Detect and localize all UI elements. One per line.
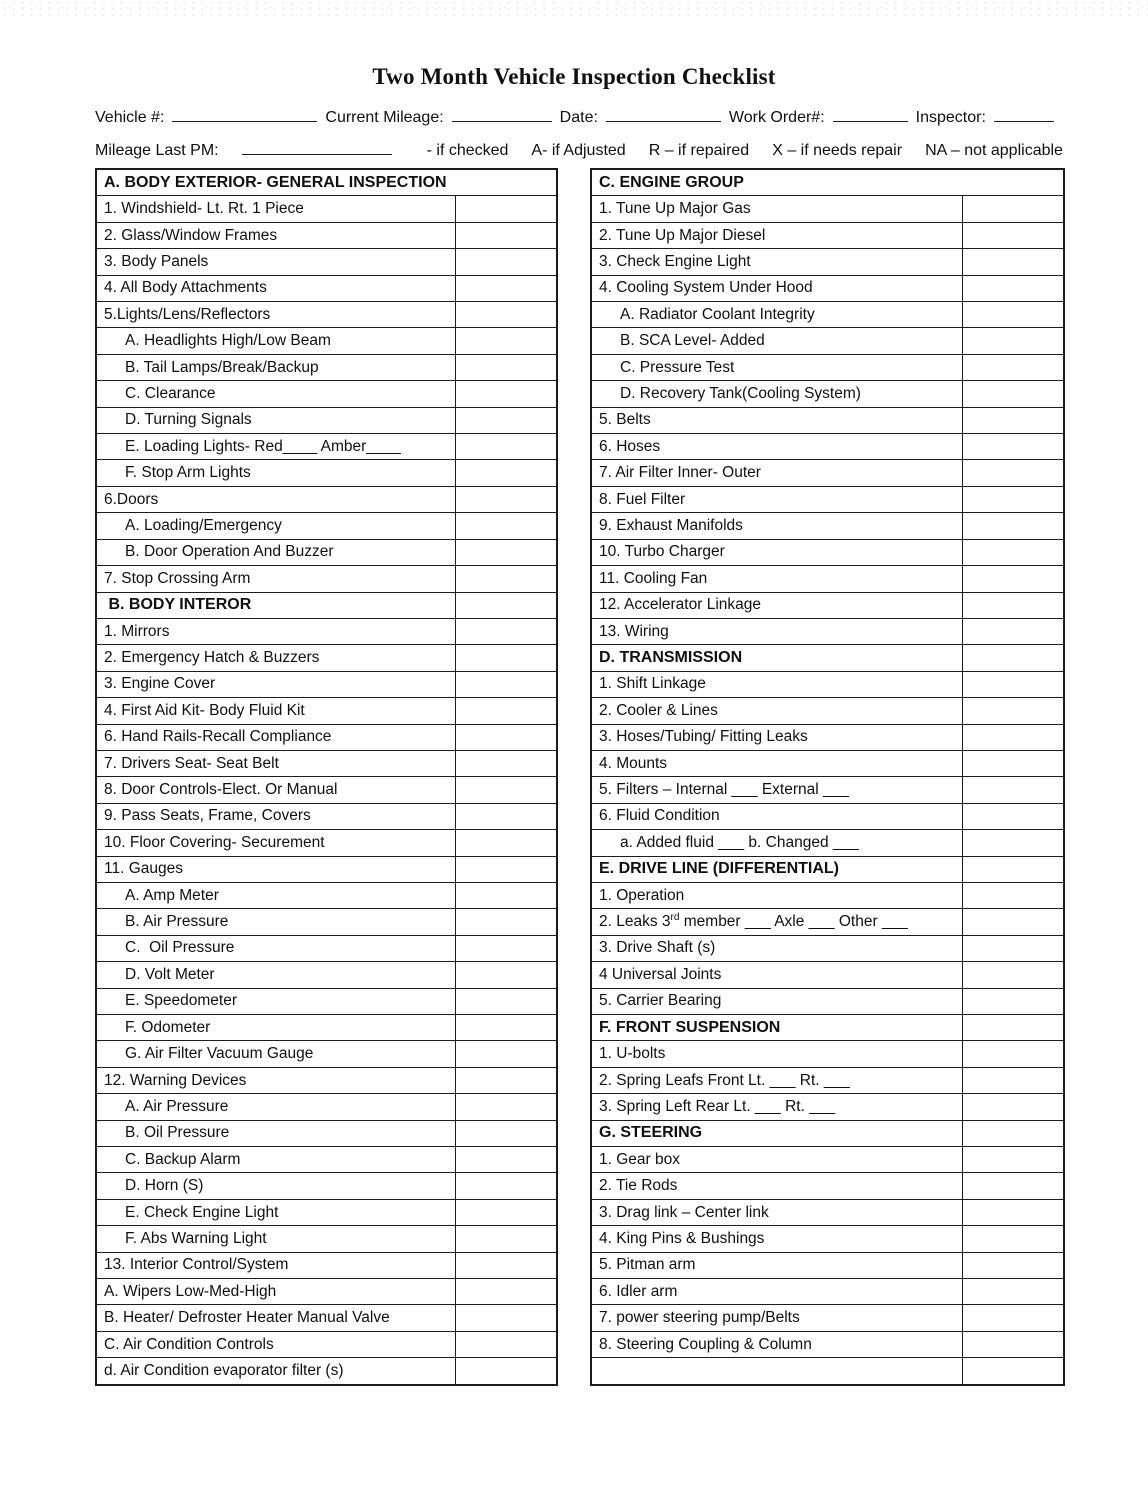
section-header-row <box>592 170 1063 195</box>
item-label: a. Added fluid ___ b. Changed ___ <box>620 833 859 851</box>
vehicle-number-blank <box>172 106 317 122</box>
item-label: E. Speedometer <box>125 992 238 1010</box>
status-cell <box>962 223 1063 248</box>
item-label: 7. Air Filter Inner- Outer <box>599 464 761 482</box>
checklist-row <box>97 776 556 802</box>
status-cell <box>455 804 556 829</box>
status-cell <box>962 1121 1063 1146</box>
checklist-row <box>592 1252 1063 1278</box>
checklist-row <box>592 380 1063 406</box>
page-title: Two Month Vehicle Inspection Checklist <box>372 64 776 89</box>
legend-item-not-applicable: NA – not applicable <box>925 142 1063 159</box>
mileage-last-pm-blank <box>242 139 392 155</box>
checklist-row <box>97 486 556 512</box>
item-label: D. Turning Signals <box>125 411 252 429</box>
checklist-row <box>592 222 1063 248</box>
checklist-row <box>97 1146 556 1172</box>
status-cell <box>455 223 556 248</box>
checklist-row <box>97 565 556 591</box>
item-label: E. Check Engine Light <box>125 1203 279 1221</box>
status-cell <box>455 672 556 697</box>
checklist-row <box>592 327 1063 353</box>
status-cell <box>962 487 1063 512</box>
item-label: 1. Operation <box>599 886 685 904</box>
checklist-row <box>97 1067 556 1093</box>
status-cell <box>455 962 556 987</box>
header-fields-line <box>95 106 1055 127</box>
item-label: C. ENGINE GROUP <box>599 173 744 191</box>
item-label: 12. Warning Devices <box>104 1071 247 1089</box>
status-cell <box>455 1279 556 1304</box>
item-label: C. Clearance <box>125 384 216 402</box>
section-header-row <box>592 1120 1063 1146</box>
item-label: F. Odometer <box>125 1018 211 1036</box>
status-cell <box>962 698 1063 723</box>
status-cell <box>962 751 1063 776</box>
checklist-row <box>592 882 1063 908</box>
status-cell <box>455 883 556 908</box>
checklist-row <box>592 750 1063 776</box>
status-cell <box>455 513 556 538</box>
status-cell <box>455 566 556 591</box>
checklist-row <box>97 961 556 987</box>
checklist-row <box>97 1014 556 1040</box>
status-cell <box>962 909 1063 934</box>
checklist-row <box>592 1278 1063 1304</box>
checklist-row <box>97 433 556 459</box>
status-cell <box>962 672 1063 697</box>
status-cell <box>962 1068 1063 1093</box>
item-label: 2. Emergency Hatch & Buzzers <box>104 649 320 667</box>
checklist-row <box>592 1146 1063 1172</box>
checklist-row <box>592 275 1063 301</box>
checklist-row <box>97 1278 556 1304</box>
checklist-row <box>592 433 1063 459</box>
item-label: C. Air Condition Controls <box>104 1335 274 1353</box>
item-label: 2. Glass/Window Frames <box>104 226 278 244</box>
item-label: B. Air Pressure <box>125 913 229 931</box>
checklist-row <box>97 935 556 961</box>
checklist-row <box>97 301 556 327</box>
item-label: 11. Gauges <box>104 860 183 878</box>
item-label: G. STEERING <box>599 1124 703 1142</box>
item-label: 5. Belts <box>599 411 651 429</box>
item-label: 1. Tune Up Major Gas <box>599 200 751 218</box>
status-cell <box>962 593 1063 618</box>
status-cell <box>962 355 1063 380</box>
item-label: 2. Leaks 3 $^{rd}$ member ___ Axle ___ Other ___ <box>599 912 908 931</box>
checklist-row <box>592 1331 1063 1357</box>
status-cell <box>962 408 1063 433</box>
checklist-row <box>97 1120 556 1146</box>
status-cell <box>455 1226 556 1251</box>
checklist-row <box>592 1067 1063 1093</box>
item-label: G. Air Filter Vacuum Gauge <box>125 1045 314 1063</box>
checklist-row <box>592 1304 1063 1330</box>
status-cell <box>962 857 1063 882</box>
item-label: 7. power steering pump/Belts <box>599 1309 800 1327</box>
legend-item-repaired: R – if repaired <box>648 142 750 159</box>
checklist-row <box>97 327 556 353</box>
status-cell <box>962 1279 1063 1304</box>
status-cell <box>962 302 1063 327</box>
item-label: 3. Hoses/Tubing/ Fitting Leaks <box>599 728 808 746</box>
status-cell <box>455 1094 556 1119</box>
item-label: C. Backup Alarm <box>125 1150 241 1168</box>
status-cell <box>962 725 1063 750</box>
item-label: 6. Hand Rails-Recall Compliance <box>104 728 332 746</box>
item-label: 7. Drivers Seat- Seat Belt <box>104 754 279 772</box>
status-cell <box>455 460 556 485</box>
checklist-row <box>97 222 556 248</box>
checklist-row <box>97 512 556 538</box>
status-cell <box>962 1253 1063 1278</box>
item-label: D. TRANSMISSION <box>599 649 743 667</box>
item-label: E. Loading Lights- Red____ Amber____ <box>125 437 401 455</box>
item-label: 11. Cooling Fan <box>599 569 708 587</box>
checklist-row <box>97 1172 556 1198</box>
status-cell <box>455 1173 556 1198</box>
checklist-row <box>97 724 556 750</box>
section-header-row <box>97 592 556 618</box>
item-label: D. Recovery Tank(Cooling System) <box>620 384 861 402</box>
checklist-row <box>592 301 1063 327</box>
item-label: 13. Interior Control/System <box>104 1256 289 1274</box>
inspector-blank <box>994 106 1054 122</box>
status-cell <box>962 962 1063 987</box>
status-cell <box>455 593 556 618</box>
checklist-row <box>97 195 556 221</box>
checklist-row <box>592 935 1063 961</box>
item-label: 7. Stop Crossing Arm <box>104 569 251 587</box>
checklist-row <box>97 644 556 670</box>
legend-item-adjusted: A- if Adjusted <box>531 142 626 159</box>
legend-item-needs-repair: X – if needs repair <box>772 142 903 159</box>
status-cell <box>962 1094 1063 1119</box>
status-cell <box>455 355 556 380</box>
status-cell <box>962 276 1063 301</box>
item-label: A. Headlights High/Low Beam <box>125 332 331 350</box>
inspector-label: Inspector: <box>915 109 986 126</box>
item-label: 4. King Pins & Bushings <box>599 1229 765 1247</box>
item-label: 2. Cooler & Lines <box>599 701 718 719</box>
item-label: 3. Body Panels <box>104 252 209 270</box>
status-cell <box>455 249 556 274</box>
checklist-row <box>592 1357 1063 1383</box>
checklist-row <box>592 1172 1063 1198</box>
checklist-row <box>97 1199 556 1225</box>
item-label: 2. Tune Up Major Diesel <box>599 226 766 244</box>
status-cell <box>455 645 556 670</box>
mileage-legend-line <box>95 139 1095 160</box>
status-cell <box>455 487 556 512</box>
item-label: 3. Drive Shaft (s) <box>599 939 716 957</box>
status-cell <box>455 1200 556 1225</box>
checklist-row <box>97 354 556 380</box>
item-label: 5. Carrier Bearing <box>599 992 722 1010</box>
item-label: E. DRIVE LINE (DIFFERENTIAL) <box>599 860 839 878</box>
checklist-row <box>97 908 556 934</box>
inspection-table-left <box>95 168 558 1386</box>
item-label: 3. Spring Left Rear Lt. ___ Rt. ___ <box>599 1097 836 1115</box>
item-label: 3. Engine Cover <box>104 675 216 693</box>
scan-noise-artifact <box>0 0 1148 18</box>
checklist-row <box>97 829 556 855</box>
status-cell <box>455 1121 556 1146</box>
item-label: 1. Gear box <box>599 1150 680 1168</box>
item-label: 9. Pass Seats, Frame, Covers <box>104 807 311 825</box>
status-cell <box>962 1041 1063 1066</box>
status-cell <box>455 381 556 406</box>
item-label: 5. Pitman arm <box>599 1256 696 1274</box>
checklist-row <box>592 407 1063 433</box>
item-label: 8. Fuel Filter <box>599 490 686 508</box>
checklist-row <box>592 671 1063 697</box>
status-cell <box>962 328 1063 353</box>
item-label: A. BODY EXTERIOR- GENERAL INSPECTION <box>104 173 447 191</box>
item-label: 10. Floor Covering- Securement <box>104 833 325 851</box>
status-cell <box>455 408 556 433</box>
status-cell <box>455 434 556 459</box>
checklist-row <box>97 697 556 723</box>
item-label: 10. Turbo Charger <box>599 543 725 561</box>
item-label: F. Stop Arm Lights <box>125 464 251 482</box>
item-label: F. Abs Warning Light <box>125 1229 267 1247</box>
checklist-row <box>97 539 556 565</box>
item-label: 1. Mirrors <box>104 622 170 640</box>
item-label: 4. All Body Attachments <box>104 279 267 297</box>
checklist-row <box>592 459 1063 485</box>
checklist-row <box>592 195 1063 221</box>
status-cell <box>962 989 1063 1014</box>
status-cell <box>962 883 1063 908</box>
status-cell <box>962 830 1063 855</box>
checklist-row <box>592 565 1063 591</box>
status-cell <box>962 1226 1063 1251</box>
item-label: D. Volt Meter <box>125 965 215 983</box>
item-label: B. Tail Lamps/Break/Backup <box>125 358 319 376</box>
item-label: C. Pressure Test <box>620 358 735 376</box>
checklist-row <box>592 618 1063 644</box>
section-header-row <box>592 1014 1063 1040</box>
status-cell <box>455 619 556 644</box>
status-cell <box>455 751 556 776</box>
item-label: D. Horn (S) <box>125 1177 204 1195</box>
item-label: 3. Drag link – Center link <box>599 1203 769 1221</box>
item-label: 6. Hoses <box>599 437 661 455</box>
item-label: F. FRONT SUSPENSION <box>599 1018 781 1036</box>
current-mileage-label: Current Mileage: <box>325 109 444 126</box>
item-label: d. Air Condition evaporator filter (s) <box>104 1361 344 1379</box>
checklist-row <box>97 380 556 406</box>
status-cell <box>455 1305 556 1330</box>
status-cell <box>455 1068 556 1093</box>
item-label: 6.Doors <box>104 490 159 508</box>
checklist-row <box>97 1331 556 1357</box>
item-label: 2. Spring Leafs Front Lt. ___ Rt. ___ <box>599 1071 850 1089</box>
section-header-row <box>592 644 1063 670</box>
item-label: 3. Check Engine Light <box>599 252 751 270</box>
item-label: 5. Filters – Internal ___ External ___ <box>599 781 849 799</box>
status-cell <box>455 698 556 723</box>
status-cell <box>455 989 556 1014</box>
item-label: A. Amp Meter <box>125 886 219 904</box>
checklist-row <box>97 882 556 908</box>
status-cell <box>962 434 1063 459</box>
status-cell <box>962 777 1063 802</box>
checklist-row <box>97 671 556 697</box>
item-label: 12. Accelerator Linkage <box>599 596 761 614</box>
item-label: C. Oil Pressure <box>125 939 235 957</box>
status-cell <box>455 936 556 961</box>
status-cell <box>962 619 1063 644</box>
checklist-row <box>97 618 556 644</box>
status-cell <box>455 725 556 750</box>
item-label: 9. Exhaust Manifolds <box>599 516 743 534</box>
item-label: 4 Universal Joints <box>599 965 722 983</box>
checklist-row <box>97 1093 556 1119</box>
status-cell <box>962 1305 1063 1330</box>
status-cell <box>455 1332 556 1357</box>
status-cell <box>455 540 556 565</box>
checklist-row <box>592 697 1063 723</box>
status-cell <box>455 857 556 882</box>
checklist-row <box>592 1225 1063 1251</box>
status-cell <box>455 1253 556 1278</box>
date-blank <box>606 106 721 122</box>
status-cell <box>455 830 556 855</box>
item-label: B. Door Operation And Buzzer <box>125 543 334 561</box>
checklist-row <box>97 459 556 485</box>
mileage-last-pm-label: Mileage Last PM: <box>95 142 219 159</box>
checklist-row <box>592 988 1063 1014</box>
item-label: A. Air Pressure <box>125 1097 229 1115</box>
work-order-label: Work Order#: <box>728 109 825 126</box>
item-label: 5.Lights/Lens/Reflectors <box>104 305 271 323</box>
checklist-row <box>592 592 1063 618</box>
item-label: B. Oil Pressure <box>125 1124 230 1142</box>
item-label: 1. Windshield- Lt. Rt. 1 Piece <box>104 200 304 218</box>
status-cell <box>962 460 1063 485</box>
status-cell <box>962 1147 1063 1172</box>
status-cell <box>455 302 556 327</box>
item-label: B. SCA Level- Added <box>620 332 765 350</box>
status-cell <box>455 909 556 934</box>
item-label: 4. Mounts <box>599 754 668 772</box>
checklist-row <box>592 829 1063 855</box>
checklist-row <box>97 248 556 274</box>
checklist-row <box>592 354 1063 380</box>
item-label: 4. Cooling System Under Hood <box>599 279 813 297</box>
checklist-row <box>592 539 1063 565</box>
work-order-blank <box>833 106 908 122</box>
checklist-row <box>97 1040 556 1066</box>
status-cell <box>455 328 556 353</box>
status-cell <box>962 804 1063 829</box>
checklist-row <box>592 512 1063 538</box>
checklist-row <box>97 856 556 882</box>
vehicle-number-label: Vehicle #: <box>95 109 165 126</box>
item-label: B. BODY INTEROR <box>104 596 252 614</box>
checklist-row <box>592 776 1063 802</box>
status-cell <box>962 1015 1063 1040</box>
date-label: Date: <box>559 109 598 126</box>
status-cell <box>962 936 1063 961</box>
item-label: 6. Idler arm <box>599 1282 678 1300</box>
status-cell <box>455 777 556 802</box>
item-label: 13. Wiring <box>599 622 669 640</box>
status-cell <box>962 1200 1063 1225</box>
checklist-row <box>592 1040 1063 1066</box>
checklist-row <box>97 275 556 301</box>
item-label: 8. Steering Coupling & Column <box>599 1335 812 1353</box>
item-label: 6. Fluid Condition <box>599 807 720 825</box>
item-label: 1. Shift Linkage <box>599 675 706 693</box>
checklist-row <box>592 961 1063 987</box>
status-cell <box>455 1147 556 1172</box>
status-cell <box>455 1358 556 1383</box>
inspection-table-right <box>590 168 1065 1386</box>
section-header-row <box>97 170 556 195</box>
item-label: 1. U-bolts <box>599 1045 666 1063</box>
checklist-row <box>97 1357 556 1383</box>
status-cell <box>962 249 1063 274</box>
checklist-row <box>97 988 556 1014</box>
item-label: 4. First Aid Kit- Body Fluid Kit <box>104 701 305 719</box>
status-cell <box>455 1015 556 1040</box>
item-label: A. Loading/Emergency <box>125 516 282 534</box>
section-header-row <box>592 856 1063 882</box>
status-cell <box>962 1332 1063 1357</box>
checklist-row <box>592 248 1063 274</box>
current-mileage-blank <box>452 106 552 122</box>
item-label: 2. Tie Rods <box>599 1177 678 1195</box>
status-cell <box>962 645 1063 670</box>
item-label: A. Wipers Low-Med-High <box>104 1282 277 1300</box>
item-label: A. Radiator Coolant Integrity <box>620 305 815 323</box>
status-cell <box>962 1358 1063 1383</box>
checklist-row <box>97 1304 556 1330</box>
checklist-row <box>592 1199 1063 1225</box>
item-label: 8. Door Controls-Elect. Or Manual <box>104 781 338 799</box>
status-cell <box>455 1041 556 1066</box>
checklist-row <box>97 1225 556 1251</box>
checklist-row <box>97 407 556 433</box>
status-cell <box>455 276 556 301</box>
checklist-row <box>97 803 556 829</box>
legend-item-checked: - if checked <box>426 142 509 159</box>
checklist-row <box>592 803 1063 829</box>
status-cell <box>962 540 1063 565</box>
status-cell <box>962 566 1063 591</box>
status-cell <box>962 1173 1063 1198</box>
checklist-row <box>592 1093 1063 1119</box>
checklist-row <box>97 750 556 776</box>
item-label: B. Heater/ Defroster Heater Manual Valve <box>104 1309 390 1327</box>
checklist-row <box>97 1252 556 1278</box>
status-cell <box>962 513 1063 538</box>
checklist-row <box>592 724 1063 750</box>
status-cell <box>962 196 1063 221</box>
status-cell <box>455 196 556 221</box>
checklist-row <box>592 486 1063 512</box>
checklist-row <box>592 908 1063 934</box>
item-label <box>592 1358 962 1383</box>
status-cell <box>962 381 1063 406</box>
